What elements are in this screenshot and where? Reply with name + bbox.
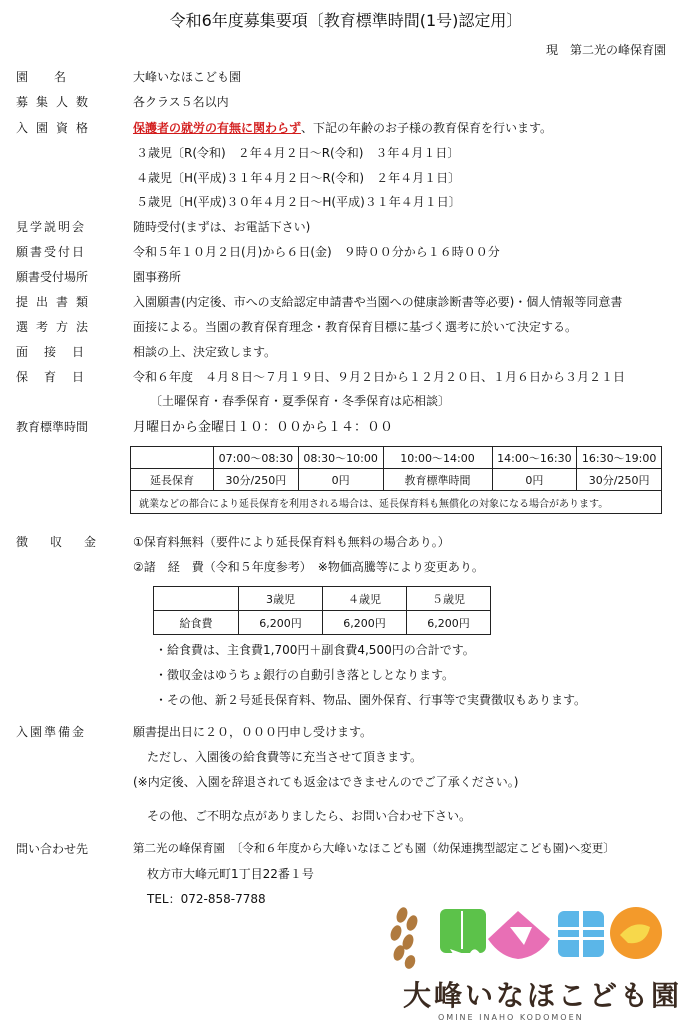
collection-item2: ②諸 経 費（令和５年度参考） ※物価高騰等により変更あり。 — [133, 560, 484, 574]
meal-header-row — [154, 587, 491, 611]
logo-green-i-icon — [440, 909, 486, 961]
logo-pink-na-icon — [488, 911, 550, 959]
label-documents: 提出書類 — [16, 295, 97, 309]
value-standard-hours: 月曜日から金曜日１０：００から１４：００ — [133, 420, 394, 435]
meal-header-cell: 3歳児 — [239, 587, 323, 611]
fee-note: 就業などの都合により延長保育を利用される場合は、延長保育料も無償化の対象になる場合があります。 — [131, 491, 662, 514]
collection-bullet: ・その他、新２号延長保育料、物品、園外保育、行事等で実費徴収もあります。 — [155, 693, 587, 707]
collection-bullet: ・給食費は、主食費1,700円＋副食費4,500円の合計です。 — [155, 643, 475, 657]
meal-fee-table — [153, 586, 491, 635]
fee-header-cell — [131, 447, 214, 469]
contact-line1: 第二光の峰保育園 〔令和６年度から大峰いなほこども園（幼保連携型認定こども園)へ変更〕 — [133, 841, 615, 855]
value-name: 大峰いなほこども園 — [133, 70, 242, 84]
collection-item1: ①保育料無料（要件により延長保育料も無料の場合あり。） — [133, 535, 450, 549]
label-application-period: 願書受付日 — [16, 245, 87, 259]
care-days-note: 〔土曜保育・春季保育・夏季保育・冬季保育は応相談〕 — [150, 394, 451, 408]
collection-bullet: ・徴収金はゆうちょ銀行の自動引き落としとなります。 — [155, 668, 455, 682]
label-standard-hours: 教育標準時間 — [16, 420, 89, 434]
value-documents: 入園願書(内定後、市への支給認定申請書や当園への健康診断書等必要)・個人情報等同意書 — [133, 295, 623, 309]
label-tour: 見学説明会 — [16, 220, 87, 234]
label-contact: 問い合わせ先 — [16, 842, 89, 856]
eligibility-rest: 、下記の年齢のお子様の教育保育を行います。 — [301, 121, 553, 135]
fee-cell: 30分/250円 — [214, 469, 299, 491]
value-interview: 相談の上、決定致します。 — [133, 345, 277, 359]
fee-cell: 0円 — [492, 469, 577, 491]
entry-fee-line: (※内定後、入園を辞退されても返金はできませんのでご了承ください。) — [133, 775, 519, 789]
contact-tel: TEL：072-858-7788 — [147, 892, 266, 906]
value-care-days: 令和６年度 ４月８日～７月１９日、９月２日から１２月２０日、１月６日から３月２１日 — [133, 370, 626, 384]
fee-header-cell: 08:30～10:00 — [298, 447, 383, 469]
value-eligibility — [133, 119, 552, 136]
fee-row-label: 延長保育 — [131, 469, 214, 491]
label-application-place: 願書受付場所 — [16, 270, 89, 284]
logo-orange-o-icon — [610, 907, 662, 959]
fee-note-row — [131, 491, 662, 514]
value-capacity: 各クラス５名以内 — [133, 95, 229, 109]
meal-cell: 6,200円 — [239, 611, 323, 635]
label-selection: 選考方法 — [16, 320, 97, 334]
age-row-3: ３歳児〔R(令和) ２年４月２日～R(令和) ３年４月１日〕 — [136, 146, 460, 160]
fee-cell: 0円 — [298, 469, 383, 491]
fee-header-cell: 16:30～19:00 — [577, 447, 662, 469]
fee-header-cell: 14:00～16:30 — [492, 447, 577, 469]
meal-header-cell: ５歳児 — [407, 587, 491, 611]
logo-blue-ho-icon — [558, 911, 604, 957]
meal-row-label: 給食費 — [154, 611, 239, 635]
fee-row — [131, 469, 662, 491]
extended-care-table — [130, 446, 662, 514]
entry-fee-line: ただし、入園後の給食費等に充当させて頂きます。 — [147, 750, 423, 764]
value-selection: 面接による。当園の教育保育理念・教育保育目標に基づく選考に於いて決定する。 — [133, 320, 578, 334]
logo-graphic — [388, 905, 663, 971]
meal-cell: 6,200円 — [323, 611, 407, 635]
fee-header-row — [131, 447, 662, 469]
fee-header-cell: 07:00～08:30 — [214, 447, 299, 469]
label-capacity: 募集人数 — [16, 95, 97, 109]
label-interview: 面接日 — [16, 345, 101, 359]
fee-cell: 教育標準時間 — [383, 469, 492, 491]
current-name: 現 第二光の峰保育園 — [545, 43, 666, 57]
label-entry-fee: 入園準備金 — [16, 725, 87, 739]
label-name — [16, 68, 96, 85]
label-care-days: 保育日 — [16, 370, 101, 384]
fee-cell: 30分/250円 — [577, 469, 662, 491]
meal-cell: 6,200円 — [407, 611, 491, 635]
value-tour: 随時受付(まずは、お電話下さい) — [133, 220, 311, 234]
closing-text: その他、ご不明な点がありましたら、お問い合わせ下さい。 — [147, 809, 472, 823]
meal-row — [154, 611, 491, 635]
label-collection: 徴収金 — [16, 535, 119, 549]
age-row-4: ４歳児〔H(平成)３１年４月２日～R(令和) ２年４月１日〕 — [136, 171, 461, 185]
logo-rice-icon — [389, 906, 420, 971]
logo-name: 大峰いなほこども園 — [403, 979, 683, 1012]
value-application-place: 園事務所 — [133, 270, 182, 284]
page-title: 令和6年度募集要項〔教育標準時間(1号)認定用〕 — [169, 11, 523, 30]
age-row-5: ５歳児〔H(平成)３０年４月２日～H(平成)３１年４月１日〕 — [136, 195, 461, 209]
value-application-period: 令和５年１０月２日(月)から６日(金) ９時００分から１６時００分 — [133, 245, 500, 259]
eligibility-emphasis: 保護者の就労の有無に関わらず — [133, 121, 302, 135]
fee-header-cell: 10:00～14:00 — [383, 447, 492, 469]
meal-header-cell — [154, 587, 239, 611]
label-name-text: 園名 — [16, 70, 93, 84]
contact-address: 枚方市大峰元町1丁目22番１号 — [147, 867, 314, 881]
entry-fee-line: 願書提出日に２０，０００円申し受けます。 — [133, 725, 373, 739]
label-eligibility: 入園資格 — [16, 121, 97, 135]
meal-header-cell: ４歳児 — [323, 587, 407, 611]
logo-roman: OMINE INAHO KODOMOEN — [438, 1013, 584, 1022]
